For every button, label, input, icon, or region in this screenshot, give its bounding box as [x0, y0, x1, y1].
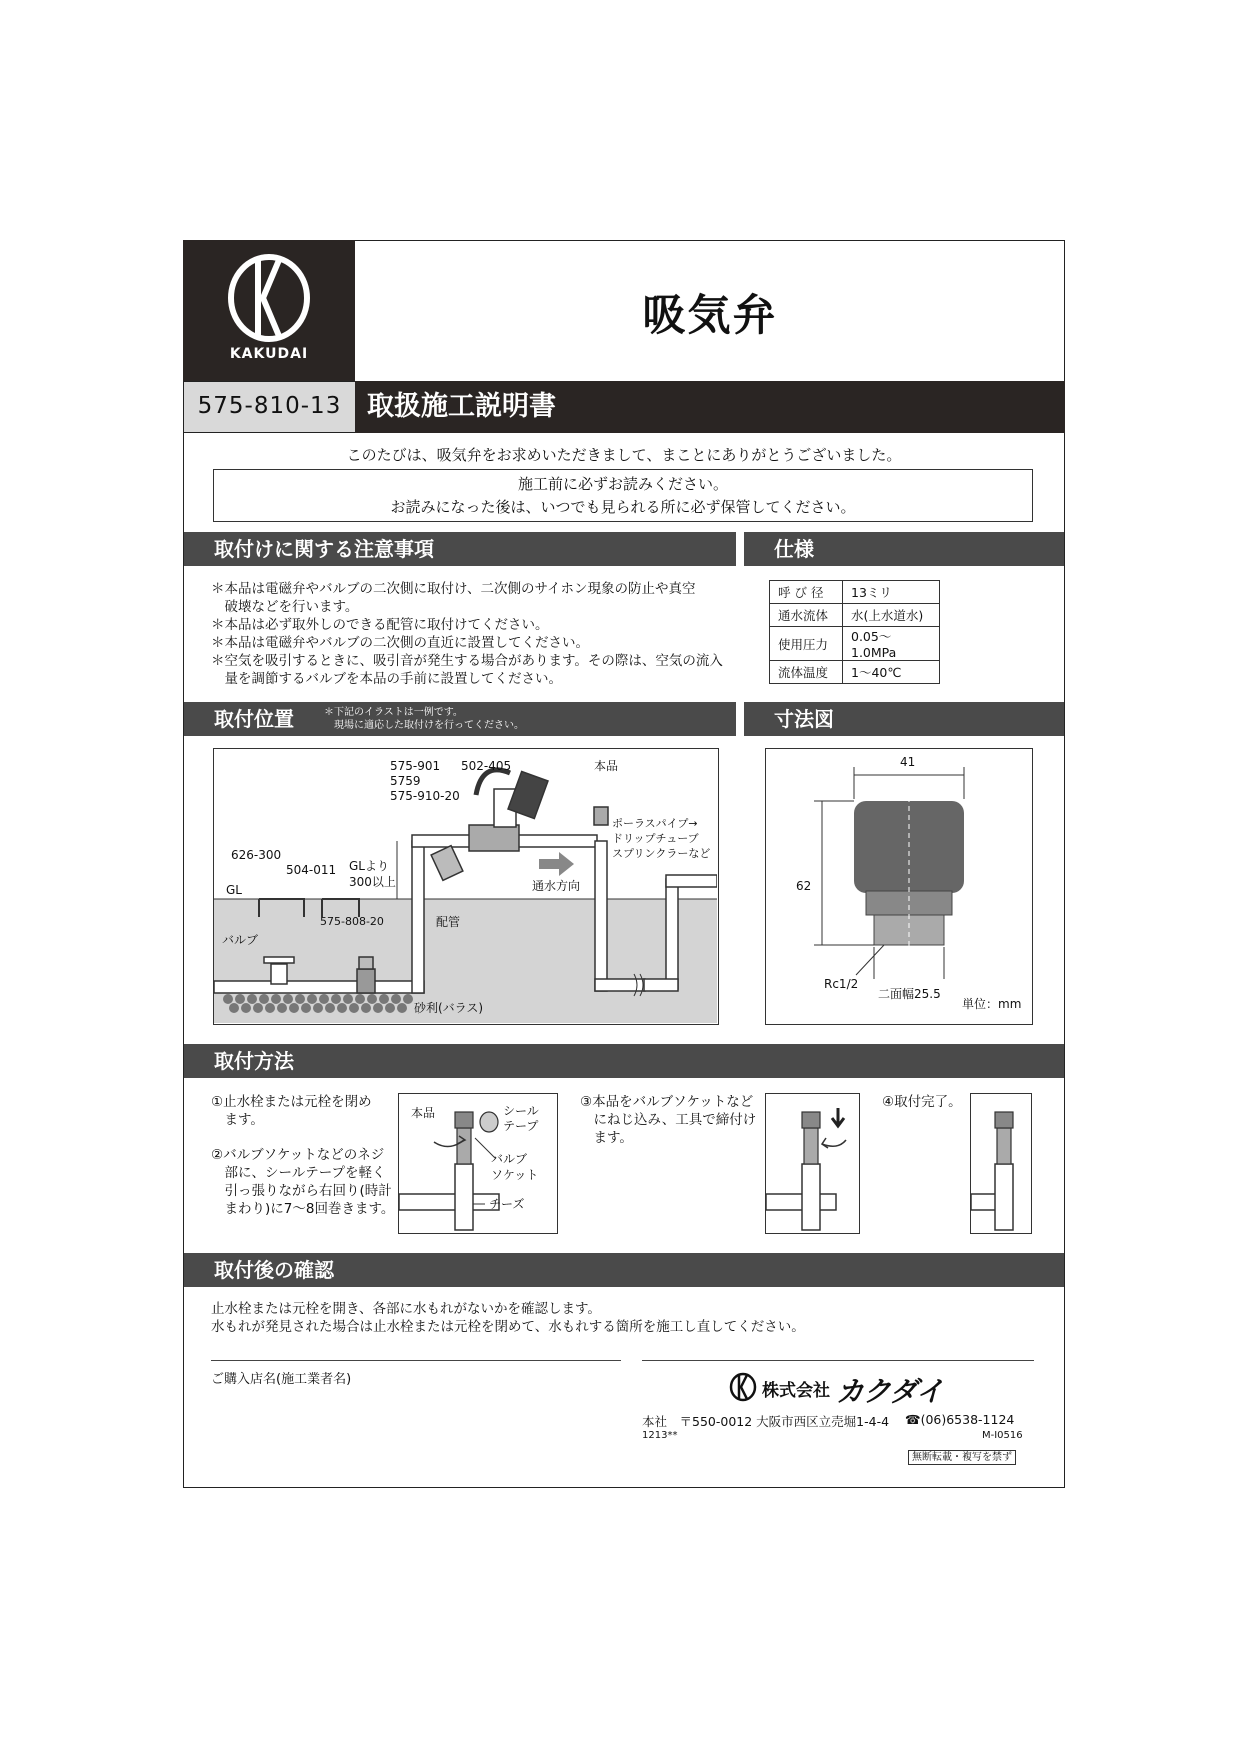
precautions-heading: 取付けに関する注意事項	[184, 532, 736, 566]
lot-number: 1213**	[642, 1430, 678, 1441]
label-porous-pipe: ポーラスパイプ→	[612, 817, 698, 830]
label-gl: GL	[226, 883, 242, 897]
label-gl-from: GLより	[349, 859, 389, 873]
spec-row	[770, 661, 940, 684]
check-line: 水もれが発見された場合は止水栓または元栓を閉めて、水もれする箇所を施工し直してください。	[211, 1319, 805, 1335]
completed-figure-icon	[971, 1094, 1030, 1232]
step-line: 引っ張りながら右回り(時計	[211, 1183, 392, 1199]
dim-height: 62	[796, 879, 812, 893]
thanks-message: このたびは、吸気弁をお求めいただきまして、まことにありがとうございました。	[346, 446, 902, 464]
label-valve: バルブ	[222, 933, 259, 947]
screw-in-figure-icon	[766, 1094, 858, 1232]
label-drip-tube: ドリップチューブ	[612, 832, 699, 845]
label-piping: 配管	[436, 915, 461, 929]
step-line: ①止水栓または元栓を閉め	[211, 1094, 372, 1110]
product-title: 吸気弁	[642, 291, 778, 341]
label-flow-direction: 通水方向	[532, 879, 581, 893]
method-step4: ④取付完了。	[882, 1094, 962, 1110]
spec-row	[770, 604, 940, 627]
step-line: ます。	[580, 1130, 633, 1146]
label-626-300: 626-300	[231, 848, 282, 862]
method-heading: 取付方法	[184, 1044, 1064, 1078]
notice-line: 施工前に必ずお読みください。	[517, 475, 728, 493]
spec-row	[770, 581, 940, 604]
label-575-901: 575-901	[390, 759, 441, 773]
copyright-notice: 無断転載・複写を禁ず	[908, 1450, 1016, 1465]
label-300-over: 300以上	[349, 875, 396, 889]
label-502-405: 502-405	[461, 759, 512, 773]
piping-diagram-icon	[214, 749, 717, 1023]
brand-logo	[183, 240, 355, 381]
position-heading	[184, 702, 736, 736]
spec-value: 0.05〜1.0MPa	[843, 627, 940, 661]
step-line: ③本品をバルブソケットなど	[580, 1094, 754, 1110]
company-logo	[728, 1370, 1034, 1408]
spec-key: 流体温度	[770, 661, 843, 684]
position-heading-text: 取付位置	[214, 707, 294, 731]
company-divider	[642, 1360, 1034, 1361]
spec-value: 13ミリ	[843, 581, 940, 604]
model-code: 575-810-13	[184, 381, 355, 433]
method-step1	[211, 1093, 401, 1129]
spec-value: 水(上水道水)	[843, 604, 940, 627]
spec-key: 通水流体	[770, 604, 843, 627]
company-mark-icon	[728, 1372, 758, 1402]
check-text	[211, 1300, 1041, 1336]
spec-row	[770, 627, 940, 661]
notice-box	[213, 469, 1033, 522]
dim-unit: 単位：mm	[962, 997, 1022, 1011]
precaution-item: ＊空気を吸引するときに、吸引音が発生する場合があります。その際は、空気の流入	[211, 653, 723, 669]
method-step3	[580, 1093, 770, 1147]
step4-figure	[970, 1093, 1032, 1234]
company-name: カクダイ	[836, 1375, 943, 1408]
method-step2	[211, 1146, 401, 1218]
precaution-item: ＊本品は必ず取外しのできる配管に取付けてください。	[211, 617, 549, 633]
store-label: ご購入店名(施工業者名)	[211, 1372, 352, 1387]
specs-heading: 仕様	[744, 532, 1064, 566]
spec-key: 使用圧力	[770, 627, 843, 661]
spec-table	[769, 580, 940, 684]
fig-label-tape: テープ	[503, 1119, 539, 1133]
document-code: M-I0516	[982, 1430, 1023, 1441]
brand-name: KAKUDAI	[229, 346, 309, 362]
label-5759: 5759	[390, 774, 421, 788]
fig-label-tees: チーズ	[489, 1197, 525, 1211]
precaution-item: ＊本品は電磁弁やバルブの二次側に取付け、二次側のサイホン現象の防止や真空	[211, 581, 696, 597]
dimensions-heading: 寸法図	[744, 702, 1064, 736]
label-gravel: 砂利(バラス)	[414, 1001, 484, 1015]
position-note-line: ＊下記のイラストは一例です。	[324, 707, 463, 718]
spec-value: 1〜40℃	[843, 661, 940, 684]
position-note-line: 現場に適応した取付けを行ってください。	[334, 720, 524, 731]
store-divider	[211, 1360, 621, 1361]
label-575-910-20: 575-910-20	[390, 789, 460, 803]
label-product: 本品	[594, 759, 619, 773]
step-line: まわり)に7〜8回巻きます。	[211, 1201, 395, 1217]
company-phone: ☎(06)6538-1124	[905, 1412, 1015, 1427]
fig-label-valve: バルブ	[491, 1152, 528, 1166]
dimension-drawing	[765, 748, 1033, 1025]
dim-thread: Rc1/2	[824, 977, 859, 991]
label-sprinkler: スプリンクラーなど	[612, 847, 711, 860]
check-heading: 取付後の確認	[184, 1253, 1064, 1287]
position-illustration	[213, 748, 719, 1025]
label-504-011: 504-011	[286, 863, 337, 877]
notice-line: お読みになった後は、いつでも見られる所に必ず保管してください。	[390, 498, 856, 516]
fig-label-product: 本品	[411, 1106, 436, 1120]
company-address: 本社 〒550-0012 大阪市西区立売堀1-4-4	[642, 1414, 890, 1429]
company-prefix: 株式会社	[762, 1381, 830, 1401]
step-line: ②バルブソケットなどのネジ	[211, 1147, 385, 1163]
step3-figure	[765, 1093, 860, 1234]
check-line: 止水栓または元栓を開き、各部に水もれがないかを確認します。	[211, 1301, 601, 1317]
spec-key: 呼 び 径	[770, 581, 843, 604]
step-line: 部に、シールテープを軽く	[211, 1165, 386, 1181]
precaution-item: 量を調節するバルブを本品の手前に設置してください。	[211, 671, 562, 687]
dim-width: 41	[900, 755, 916, 769]
dim-flat: 二面幅25.5	[878, 987, 941, 1001]
step-line: にねじ込み、工具で締付け	[580, 1112, 757, 1128]
position-note	[324, 706, 524, 732]
step2-figure	[398, 1093, 558, 1234]
manual-title: 取扱施工説明書	[355, 381, 1065, 433]
step-line: ます。	[211, 1112, 264, 1128]
label-575-808-20: 575-808-20	[320, 915, 384, 928]
precaution-item: ＊本品は電磁弁やバルブの二次側の直近に設置してください。	[211, 635, 589, 651]
precautions-list	[211, 580, 731, 688]
precaution-item: 破壊などを行います。	[211, 599, 359, 615]
fig-label-seal: シール	[503, 1104, 539, 1118]
fig-label-socket: ソケット	[491, 1168, 539, 1182]
